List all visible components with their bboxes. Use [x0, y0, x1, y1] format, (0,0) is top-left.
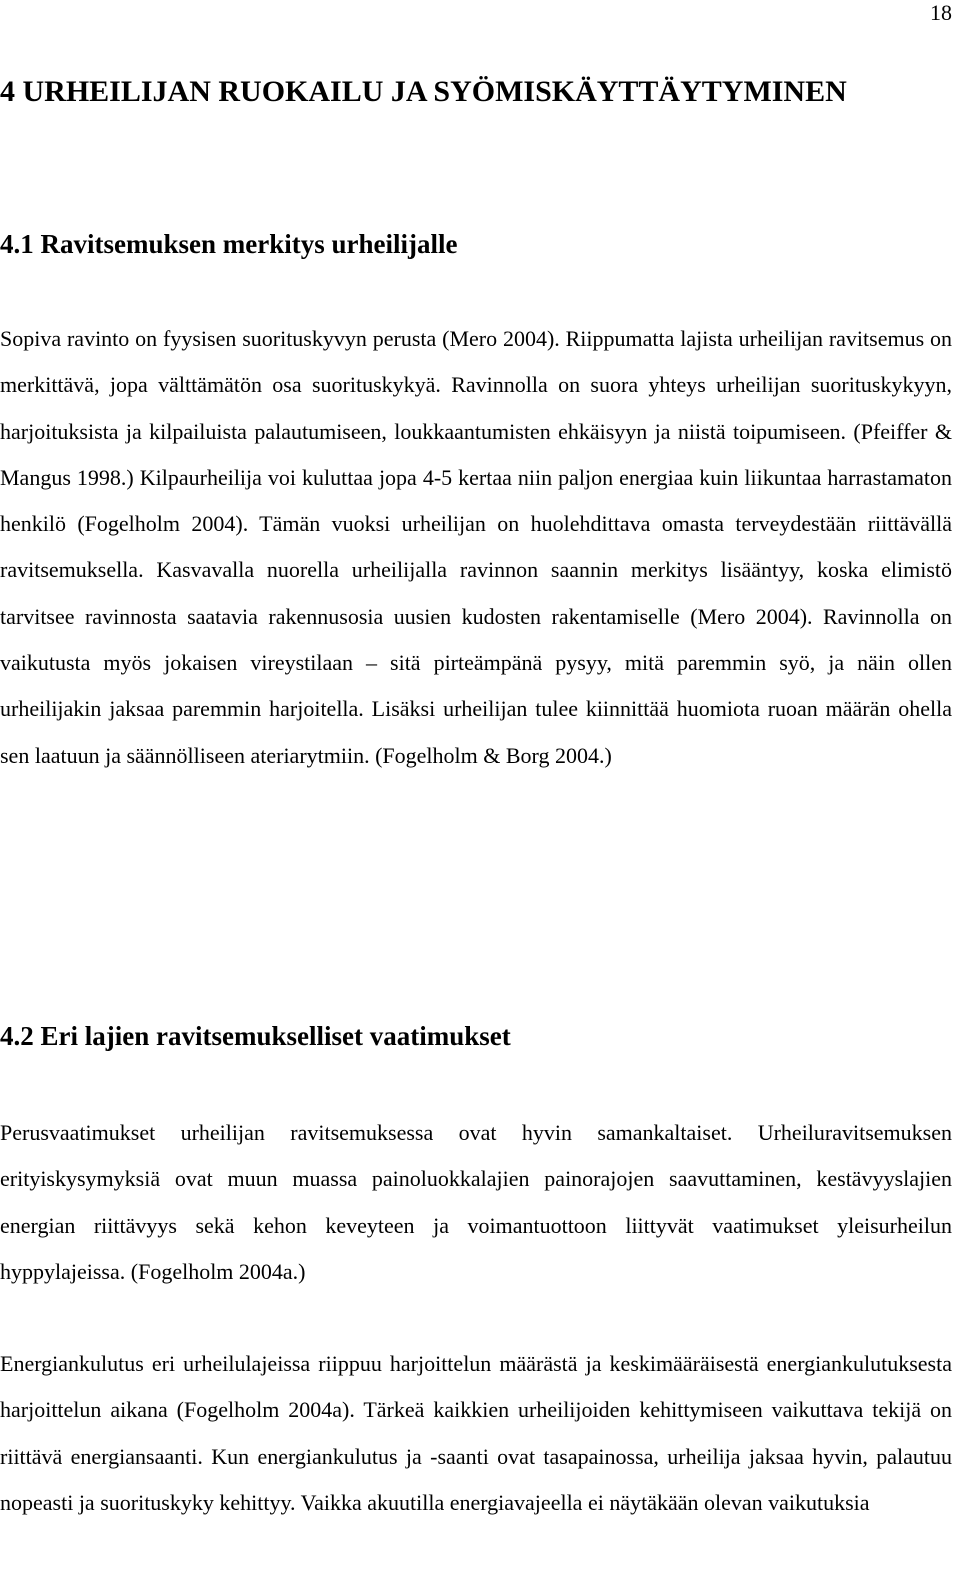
paragraph-basic-requirements: Perusvaatimukset urheilijan ravitsemuksessa ovat hyvin samankaltaiset. Urheiluravitsemuksen erityiskysymyksiä ovat muun muassa painoluokkalajien painorajojen saavuttaminen, kestävyyslajien energian riittävyys sekä kehon keveyteen ja voimantuottoon liittyvät vaatimukset yleisurheilun hyppylajeissa. (Fogelholm 2004a.) — [0, 1120, 952, 1284]
chapter-heading: 4 URHEILIJAN RUOKAILU JA SYÖMISKÄYTTÄYTYMINEN — [0, 75, 847, 108]
paragraph-nutrition-importance: Sopiva ravinto on fyysisen suorituskyvyn perusta (Mero 2004). Riippumatta lajista urheilijan ravitsemus on merkittävä, jopa välttämätön osa suorituskykyä. Ravinnolla on suora yhteys urheilijan suorituskykyyn, harjoituksista ja kilpailuista palautumiseen, loukkaantumisten ehkäisyyn ja niistä toipumiseen. (Pfeiffer & Mangus 1998.) Kilpaurheilija voi kuluttaa jopa 4-5 kertaa niin paljon energiaa kuin liikuntaa harrastamaton henkilö (Fogelholm 2004). Tämän vuoksi urheilijan on huolehdittava omasta terveydestään riittävällä ravitsemuksella. Kasvavalla nuorella urheilijalla ravinnon saannin merkitys lisääntyy, koska elimistö tarvitsee ravinnosta saatavia rakennusosia uusien kudosten rakentamiselle (Mero 2004). Ravinnolla on vaikutusta myös jokaisen vireystilaan – sitä pirteämpänä pysyy, mitä paremmin syö, ja näin ollen urheilijakin jaksaa paremmin harjoitella. Lisäksi urheilijan tulee kiinnittää huomiota ruoan määrän ohella sen laatuun ja säännölliseen ateriarytmiin. (Fogelholm & Borg 2004.) — [0, 326, 952, 768]
section-heading-4-2: 4.2 Eri lajien ravitsemukselliset vaatimukset — [0, 1021, 511, 1051]
paragraph-energy-consumption: Energiankulutus eri urheilulajeissa riippuu harjoittelun määrästä ja keskimääräisestä energiankulutuksesta harjoittelun aikana (Fogelholm 2004a). Tärkeä kaikkien urheilijoiden kehittymiseen vaikuttava tekijä on riittävä energiansaanti. Kun energiankulutus ja -saanti ovat tasapainossa, urheilija jaksaa hyvin, palautuu nopeasti ja suorituskyky kehittyy. Vaikka akuutilla energiavajeella ei näytäkään olevan vaikutuksia — [0, 1351, 952, 1515]
page-number: 18 — [930, 0, 952, 25]
section-heading-4-1: 4.1 Ravitsemuksen merkitys urheilijalle — [0, 229, 458, 259]
